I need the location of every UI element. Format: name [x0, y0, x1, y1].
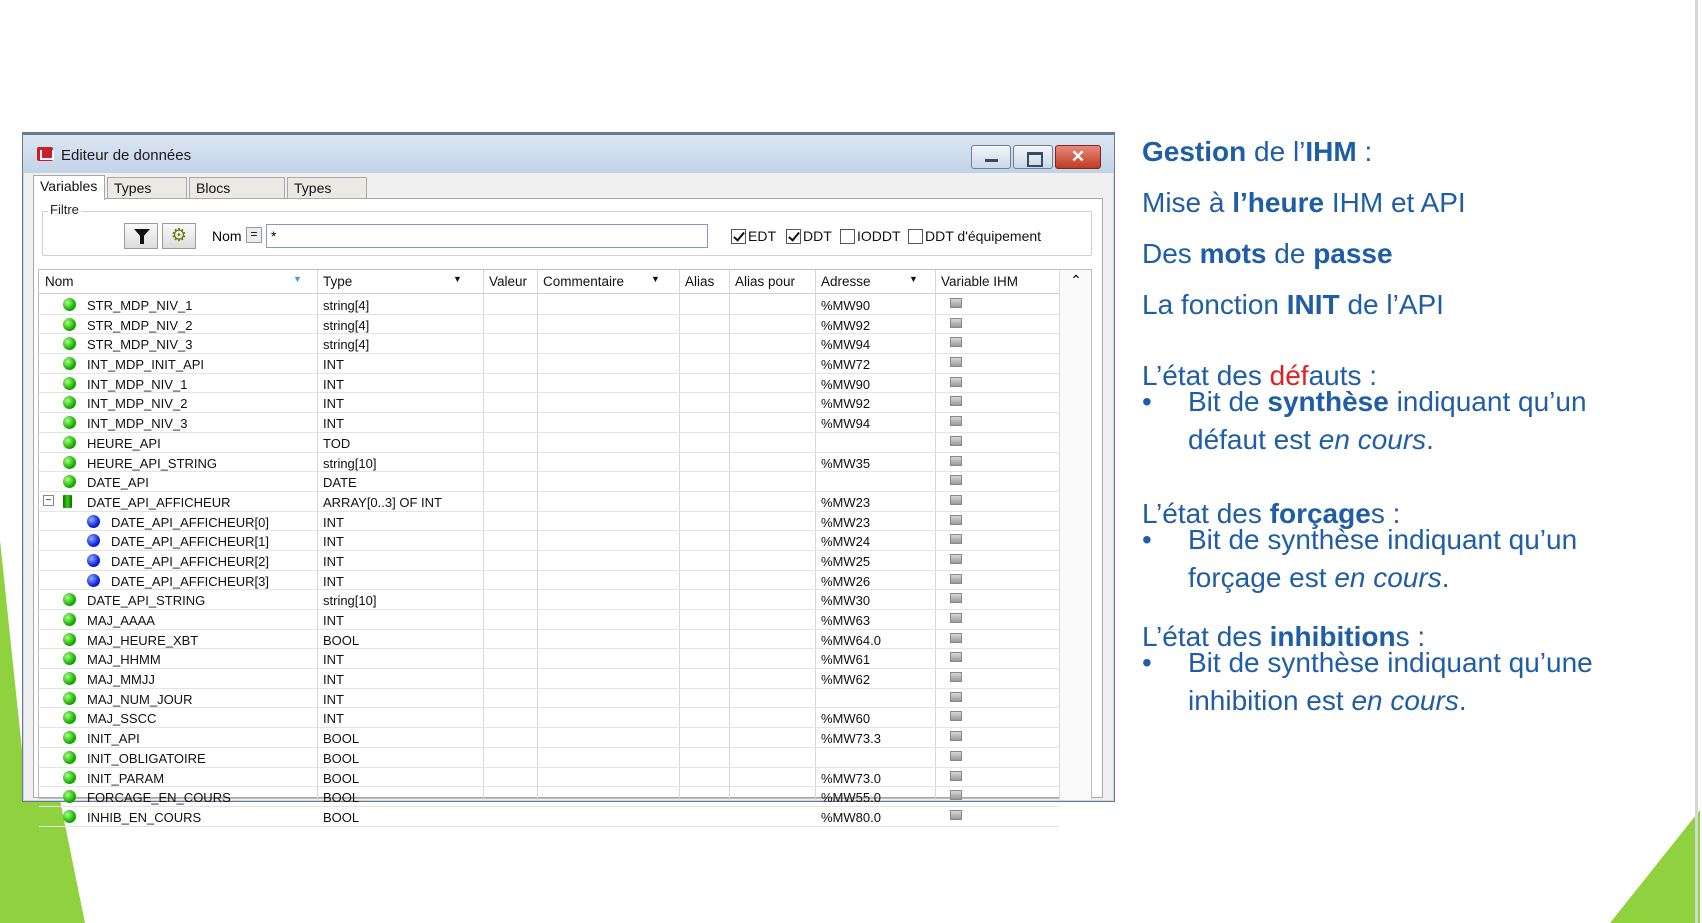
heading-etat-defauts: L’état des défauts : — [1142, 360, 1378, 391]
cell-type: string[10] — [323, 593, 377, 609]
variable-icon — [63, 771, 76, 784]
cell-type: INT — [323, 613, 344, 628]
cell-nom: MAJ_SSCC — [87, 711, 157, 727]
variable-icon — [63, 357, 76, 370]
variable-icon — [63, 337, 76, 350]
cell-adresse: %MW64.0 — [821, 632, 881, 648]
variable-ihm-checkbox[interactable] — [950, 416, 962, 426]
bullet-icon: • — [1142, 647, 1152, 678]
variable-icon — [63, 416, 76, 429]
cell-type: INT — [323, 691, 344, 707]
table-row[interactable] — [39, 689, 1059, 709]
cell-type: BOOL — [323, 809, 360, 825]
checkbox-ioddt[interactable] — [840, 228, 901, 246]
cell-nom: MAJ_MMJJ — [87, 672, 155, 688]
sort-arrow-icon[interactable]: ▼ — [293, 274, 302, 284]
table-header — [39, 270, 1091, 294]
table-row[interactable] — [39, 610, 1059, 630]
cell-nom: INHIB_EN_COURS — [87, 809, 202, 825]
close-button[interactable] — [1055, 145, 1101, 169]
cell-adresse: %MW73.0 — [821, 770, 881, 786]
cell-adresse: %MW55.0 — [821, 790, 881, 806]
cell-nom: MAJ_HEURE_XBT — [87, 632, 199, 648]
cell-adresse: %MW94 — [821, 416, 871, 432]
cell-type: BOOL — [323, 731, 360, 747]
cell-type: INT — [323, 514, 344, 530]
variable-ihm-checkbox[interactable] — [950, 711, 962, 721]
cell-type: BOOL — [323, 790, 360, 806]
variable-icon — [63, 731, 76, 744]
bullet-icon: • — [1142, 386, 1152, 417]
decorative-green-shape-right — [1610, 810, 1700, 923]
tab-types-ddt[interactable]: Types — [107, 177, 187, 199]
cell-adresse: %MW62 — [821, 672, 871, 688]
table-row[interactable] — [39, 492, 1059, 512]
cell-adresse: %MW23 — [821, 494, 871, 510]
cell-nom: STR_MDP_NIV_1 — [87, 298, 193, 313]
table-row[interactable] — [39, 807, 1059, 827]
variables-panel — [33, 198, 1103, 825]
variable-ihm-checkbox[interactable] — [950, 515, 962, 525]
table-row[interactable] — [39, 295, 1059, 315]
cell-type: INT — [323, 553, 344, 569]
cell-adresse: %MW23 — [821, 514, 871, 530]
checkbox-ioddt-box[interactable] — [840, 229, 855, 244]
table-row[interactable] — [39, 334, 1059, 354]
variable-ihm-checkbox[interactable] — [950, 377, 962, 387]
variable-icon — [63, 790, 76, 803]
cell-type: INT — [323, 376, 344, 392]
checkbox-ddt-equipement[interactable] — [908, 228, 1041, 246]
table-row[interactable] — [39, 768, 1059, 788]
checkbox-ddt-equipement-box[interactable] — [908, 229, 923, 244]
app-icon — [37, 147, 53, 161]
minimize-button[interactable] — [971, 145, 1011, 169]
variable-icon — [63, 672, 76, 685]
maximize-button[interactable] — [1013, 145, 1053, 169]
variable-icon — [63, 593, 76, 606]
cell-adresse: %MW80.0 — [821, 809, 881, 825]
close-icon: ✕ — [1070, 147, 1086, 166]
cell-nom: MAJ_AAAA — [87, 613, 155, 628]
cell-type: INT — [323, 396, 344, 412]
variable-ihm-checkbox[interactable] — [950, 337, 962, 347]
data-editor-window — [22, 132, 1115, 825]
bullet-defauts-line2: défaut est en cours. — [1188, 424, 1434, 455]
cell-nom: INT_MDP_INIT_API — [87, 357, 205, 373]
variable-icon — [63, 810, 76, 823]
cell-type: INT — [323, 534, 344, 550]
table-row[interactable] — [39, 472, 1059, 492]
scroll-up-icon[interactable]: ⌃ — [1070, 272, 1082, 288]
collapse-toggle-icon[interactable]: − — [43, 495, 54, 506]
cell-type: BOOL — [323, 750, 360, 766]
cell-adresse: %MW90 — [821, 298, 871, 313]
variable-ihm-checkbox[interactable] — [950, 731, 962, 741]
gear-icon: ⚙ — [170, 225, 188, 245]
variables-table — [38, 269, 1092, 825]
column-header-alias-pour[interactable]: Alias pour — [735, 274, 796, 289]
table-row[interactable] — [39, 413, 1059, 433]
filter-funnel-button[interactable] — [124, 223, 158, 249]
element-variable-icon — [87, 534, 100, 547]
element-variable-icon — [87, 554, 100, 567]
tab-variables[interactable]: Variables — [33, 175, 105, 200]
name-filter-input[interactable] — [266, 224, 708, 248]
table-row[interactable] — [39, 728, 1059, 748]
variable-ihm-checkbox[interactable] — [950, 495, 962, 505]
variable-ihm-checkbox[interactable] — [950, 396, 962, 406]
checkbox-ioddt-label: IODDT — [857, 228, 901, 244]
heading-etat-forcages: L’état des forçages : — [1142, 498, 1401, 529]
cell-nom: DATE_API_AFFICHEUR[3] — [111, 573, 269, 589]
dropdown-arrow-icon[interactable]: ▼ — [909, 274, 918, 284]
column-header-adresse[interactable]: Adresse — [821, 274, 871, 289]
table-row[interactable] — [39, 551, 1059, 571]
table-row[interactable] — [39, 315, 1059, 335]
cell-adresse: %MW73.3 — [821, 731, 881, 747]
bullet-inhibitions-line1: Bit de synthèse indiquant qu’une — [1188, 647, 1593, 678]
right-edge-line — [1695, 0, 1698, 923]
column-header-nom[interactable]: Nom — [45, 274, 74, 289]
window-title: Editeur de données — [61, 147, 192, 164]
variable-ihm-checkbox[interactable] — [950, 456, 962, 466]
cell-adresse: %MW90 — [821, 376, 871, 392]
variable-ihm-checkbox[interactable] — [950, 574, 962, 584]
cell-nom: FORCAGE_EN_COURS — [87, 790, 231, 806]
cell-adresse: %MW25 — [821, 553, 871, 569]
table-row[interactable] — [39, 649, 1059, 669]
variable-ihm-checkbox[interactable] — [950, 298, 962, 308]
checkbox-edt-box[interactable] — [731, 229, 746, 244]
table-row[interactable] — [39, 393, 1059, 413]
variable-ihm-checkbox[interactable] — [950, 810, 962, 820]
cell-type: INT — [323, 652, 344, 668]
variable-ihm-checkbox[interactable] — [950, 436, 962, 446]
cell-nom: INIT_API — [87, 731, 140, 747]
cell-type: ARRAY[0..3] OF INT — [323, 494, 442, 510]
cell-type: DATE — [323, 475, 357, 491]
table-row[interactable] — [39, 669, 1059, 689]
variable-icon — [63, 613, 76, 626]
table-row[interactable] — [39, 453, 1059, 473]
variable-icon — [63, 475, 76, 488]
variable-icon — [63, 692, 76, 705]
cell-type: BOOL — [323, 770, 360, 786]
variable-ihm-checkbox[interactable] — [950, 554, 962, 564]
cell-nom: MAJ_HHMM — [87, 652, 161, 668]
cell-adresse: %MW61 — [821, 652, 871, 668]
table-row[interactable] — [39, 512, 1059, 532]
cell-type: TOD — [323, 435, 351, 451]
variable-ihm-checkbox[interactable] — [950, 613, 962, 623]
dropdown-arrow-icon[interactable]: ▼ — [453, 274, 462, 284]
cell-type: INT — [323, 416, 344, 432]
cell-adresse: %MW92 — [821, 396, 871, 412]
filter-label: Filtre — [50, 202, 79, 217]
table-row[interactable] — [39, 531, 1059, 551]
cell-nom: INT_MDP_NIV_1 — [87, 376, 188, 392]
cell-nom: DATE_API_STRING — [87, 593, 206, 609]
table-row[interactable] — [39, 374, 1059, 394]
bullet-forcages-line1: Bit de synthèse indiquant qu’un — [1188, 524, 1578, 555]
tab-blocs-fonction[interactable]: Blocs — [189, 177, 285, 199]
variable-ihm-checkbox[interactable] — [950, 357, 962, 367]
cell-nom: INIT_PARAM — [87, 770, 165, 786]
variable-ihm-checkbox[interactable] — [950, 652, 962, 662]
element-variable-icon — [87, 574, 100, 587]
title-bar[interactable] — [23, 135, 1114, 173]
cell-nom: HEURE_API_STRING — [87, 455, 218, 471]
variable-ihm-checkbox[interactable] — [950, 790, 962, 800]
cell-type: string[4] — [323, 337, 370, 353]
cell-type: string[4] — [323, 298, 370, 313]
table-row[interactable] — [39, 787, 1059, 807]
table-row[interactable] — [39, 433, 1059, 453]
variable-ihm-checkbox[interactable] — [950, 672, 962, 682]
cell-adresse: %MW26 — [821, 573, 871, 589]
cell-nom: DATE_API_AFFICHEUR — [87, 494, 231, 510]
cell-adresse: %MW35 — [821, 455, 871, 471]
variable-ihm-checkbox[interactable] — [950, 771, 962, 781]
array-variable-icon — [63, 495, 72, 508]
filter-settings-button[interactable] — [162, 223, 196, 249]
variable-ihm-checkbox[interactable] — [950, 751, 962, 761]
cell-nom: DATE_API_AFFICHEUR[2] — [111, 553, 269, 569]
column-header-commentaire[interactable]: Commentaire — [543, 274, 625, 289]
heading-etat-inhibitions: L’état des inhibitions : — [1142, 621, 1426, 652]
heading-gestion-ihm: Gestion de l’IHM : — [1142, 136, 1373, 167]
variable-icon — [63, 436, 76, 449]
cell-type: string[4] — [323, 317, 370, 333]
variable-ihm-checkbox[interactable] — [950, 534, 962, 544]
checkbox-edt[interactable] — [731, 228, 776, 246]
cell-adresse: %MW60 — [821, 711, 871, 727]
table-row[interactable] — [39, 708, 1059, 728]
column-header-variable-ihm[interactable]: Variable IHM — [941, 274, 1019, 289]
variable-icon — [63, 377, 76, 390]
variable-icon — [63, 633, 76, 646]
table-row[interactable] — [39, 590, 1059, 610]
table-body — [39, 295, 1059, 827]
checkbox-ddt-label: DDT — [803, 228, 832, 244]
table-row[interactable] — [39, 630, 1059, 650]
line-mots-de-passe: Des mots de passe — [1142, 238, 1393, 269]
equals-button[interactable]: = — [246, 227, 262, 243]
variable-ihm-checkbox[interactable] — [950, 318, 962, 328]
name-filter-label: Nom — [212, 228, 242, 244]
variable-ihm-checkbox[interactable] — [950, 692, 962, 702]
variable-icon — [63, 751, 76, 764]
cell-adresse: %MW30 — [821, 593, 871, 609]
cell-nom: STR_MDP_NIV_2 — [87, 317, 193, 333]
variable-ihm-checkbox[interactable] — [950, 475, 962, 485]
checkbox-ddt[interactable] — [786, 228, 832, 246]
cell-nom: INIT_OBLIGATOIRE — [87, 750, 206, 766]
checkbox-ddt-box[interactable] — [786, 229, 801, 244]
column-header-alias[interactable]: Alias — [685, 274, 715, 289]
variable-ihm-checkbox[interactable] — [950, 633, 962, 643]
bullet-defauts-line1: Bit de synthèse indiquant qu’un — [1188, 386, 1587, 417]
checkbox-edt-label: EDT — [748, 228, 776, 244]
variable-icon — [63, 456, 76, 469]
variable-icon — [63, 711, 76, 724]
bullet-forcages-line2: forçage est en cours. — [1188, 562, 1450, 593]
element-variable-icon — [87, 515, 100, 528]
cell-type: INT — [323, 357, 344, 373]
cell-nom: INT_MDP_NIV_3 — [87, 416, 188, 432]
variable-icon — [63, 652, 76, 665]
cell-nom: MAJ_NUM_JOUR — [87, 691, 193, 707]
cell-adresse: %MW63 — [821, 613, 871, 628]
cell-nom: STR_MDP_NIV_3 — [87, 337, 193, 353]
cell-type: INT — [323, 711, 344, 727]
table-row[interactable] — [39, 571, 1059, 591]
cell-nom: INT_MDP_NIV_2 — [87, 396, 188, 412]
vertical-scrollbar[interactable] — [1059, 270, 1091, 800]
dropdown-arrow-icon[interactable]: ▼ — [651, 274, 660, 284]
cell-nom: DATE_API_AFFICHEUR[1] — [111, 534, 269, 550]
cell-adresse: %MW94 — [821, 337, 871, 353]
line-fonction-init: La fonction INIT de l’API — [1142, 289, 1444, 320]
cell-type: string[10] — [323, 455, 377, 471]
variable-icon — [63, 298, 76, 311]
cell-adresse: %MW72 — [821, 357, 871, 373]
cell-type: INT — [323, 672, 344, 688]
cell-type: BOOL — [323, 632, 360, 648]
tab-types-dfb[interactable]: Types — [287, 177, 367, 199]
cell-nom: HEURE_API — [87, 435, 161, 451]
variable-ihm-checkbox[interactable] — [950, 593, 962, 603]
variable-icon — [63, 318, 76, 331]
cell-type: INT — [323, 573, 344, 589]
cell-adresse: %MW24 — [821, 534, 871, 550]
checkbox-ddt-equipement-label: DDT d'équipement — [925, 228, 1042, 244]
variable-icon — [63, 396, 76, 409]
bullet-inhibitions-line2: inhibition est en cours. — [1188, 685, 1467, 716]
line-mise-a-l-heure: Mise à l’heure IHM et API — [1142, 187, 1466, 218]
cell-nom: DATE_API — [87, 475, 149, 491]
column-header-valeur[interactable]: Valeur — [489, 274, 528, 289]
cell-adresse: %MW92 — [821, 317, 871, 333]
table-row[interactable] — [39, 748, 1059, 768]
bullet-icon: • — [1142, 524, 1152, 555]
cell-nom: DATE_API_AFFICHEUR[0] — [111, 514, 269, 530]
column-header-type[interactable]: Type — [323, 274, 353, 289]
table-row[interactable] — [39, 354, 1059, 374]
